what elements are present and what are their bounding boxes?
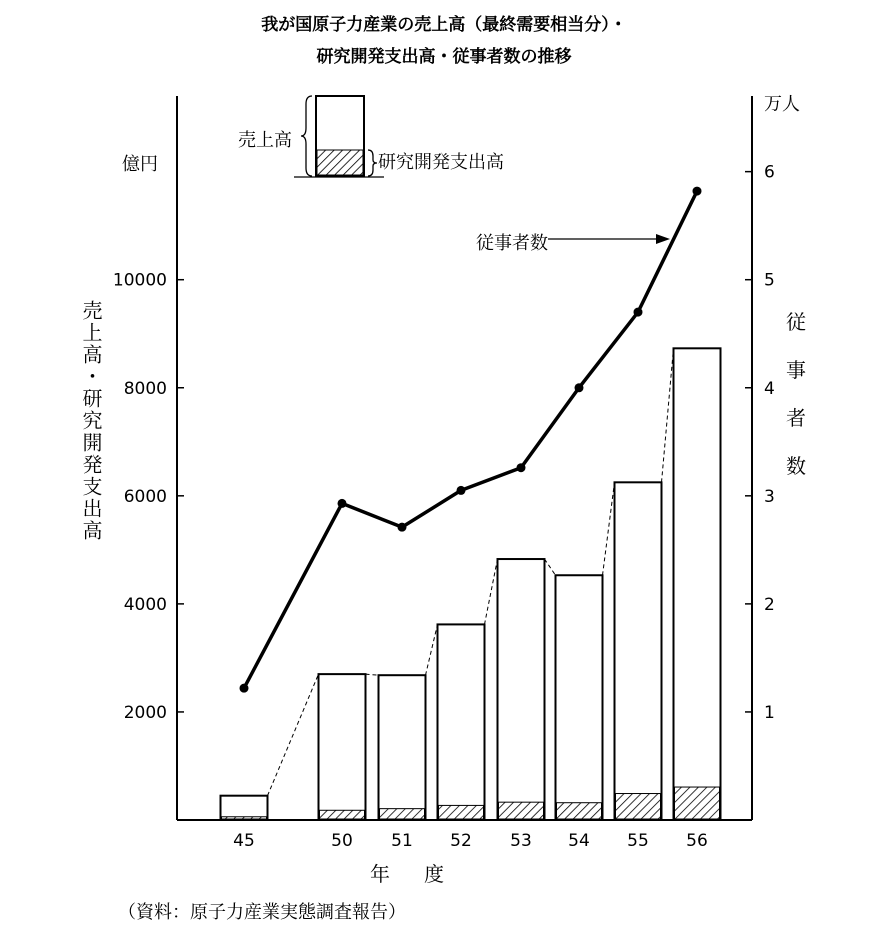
legend-rd-box: [317, 150, 363, 175]
rd-bar: [380, 809, 425, 819]
employee-point: [634, 308, 643, 317]
right-axis-label-char: 者: [786, 406, 806, 430]
employee-point: [338, 499, 347, 508]
employee-point: [398, 523, 407, 532]
bar-connector: [485, 559, 498, 624]
sales-bar: [379, 675, 426, 820]
right-tick-label: 4: [764, 378, 775, 399]
employee-series-label: 従事者数: [476, 233, 548, 254]
right-axis-label-char: 事: [786, 358, 806, 382]
x-tick-label: 53: [510, 831, 532, 851]
rd-bar: [222, 817, 267, 819]
rd-bar: [499, 802, 544, 819]
employee-arrowhead: [656, 234, 670, 244]
right-tick-label: 6: [764, 162, 775, 183]
rd-bar: [439, 805, 484, 819]
left-tick-label: 10000: [112, 270, 167, 291]
legend-rd-label: 研究開発支出高: [378, 152, 504, 173]
chart-title-line2: 研究開発支出高・従事者数の推移: [316, 47, 572, 67]
x-tick-label: 56: [686, 831, 708, 851]
right-tick-label: 2: [764, 594, 775, 615]
left-tick-label: 8000: [123, 378, 167, 399]
bar-connector: [662, 348, 674, 482]
employee-point: [575, 383, 584, 392]
bar-connector: [366, 674, 379, 675]
right-axis-label-char: 数: [786, 454, 806, 478]
rd-bar: [557, 803, 602, 819]
bar-connector: [603, 482, 615, 575]
left-axis-label: 売上高・研究開発支出高: [79, 300, 103, 542]
employee-point: [517, 463, 526, 472]
x-tick-label: 45: [233, 831, 255, 851]
x-tick-label: 50: [331, 831, 353, 851]
left-axis-unit: 億円: [122, 154, 158, 175]
right-tick-label: 1: [764, 702, 775, 723]
employee-point: [693, 187, 702, 196]
sales-bar: [319, 674, 366, 820]
legend-diagram: [294, 96, 384, 177]
right-tick-label: 5: [764, 270, 775, 291]
rd-bar: [616, 794, 661, 819]
x-tick-label: 51: [391, 831, 413, 851]
legend-sales-label: 売上高: [238, 130, 292, 151]
rd-bar: [675, 787, 720, 819]
right-axis-label: [784, 298, 808, 490]
left-tick-label: 2000: [123, 702, 167, 723]
employee-point: [457, 486, 466, 495]
source-note: （資料：原子力産業実態調査報告）: [118, 902, 406, 923]
left-tick-label: 6000: [123, 486, 167, 507]
legend-sales-brace: [301, 96, 312, 176]
sales-bar: [674, 348, 721, 820]
right-tick-label: 3: [764, 486, 775, 507]
x-tick-label: 55: [627, 831, 649, 851]
employee-point: [240, 684, 249, 693]
left-tick-label: 4000: [123, 594, 167, 615]
legend-rd-brace: [368, 150, 377, 176]
right-axis-label-char: 従: [786, 310, 806, 334]
bar-connector: [545, 559, 556, 575]
sales-bar: [556, 575, 603, 820]
x-tick-label: 52: [450, 831, 472, 851]
bar-connector: [268, 674, 319, 796]
sales-bar: [438, 624, 485, 820]
sales-bar: [615, 482, 662, 820]
sales-bar: [498, 559, 545, 820]
x-axis-label: 年度: [370, 862, 478, 886]
x-tick-label: 54: [568, 831, 590, 851]
bar-connector: [426, 624, 438, 675]
rd-bar: [320, 810, 365, 819]
chart-title-line1: 我が国原子力産業の売上高（最終需要相当分）・: [261, 15, 627, 35]
right-axis-unit: 万人: [764, 94, 800, 115]
